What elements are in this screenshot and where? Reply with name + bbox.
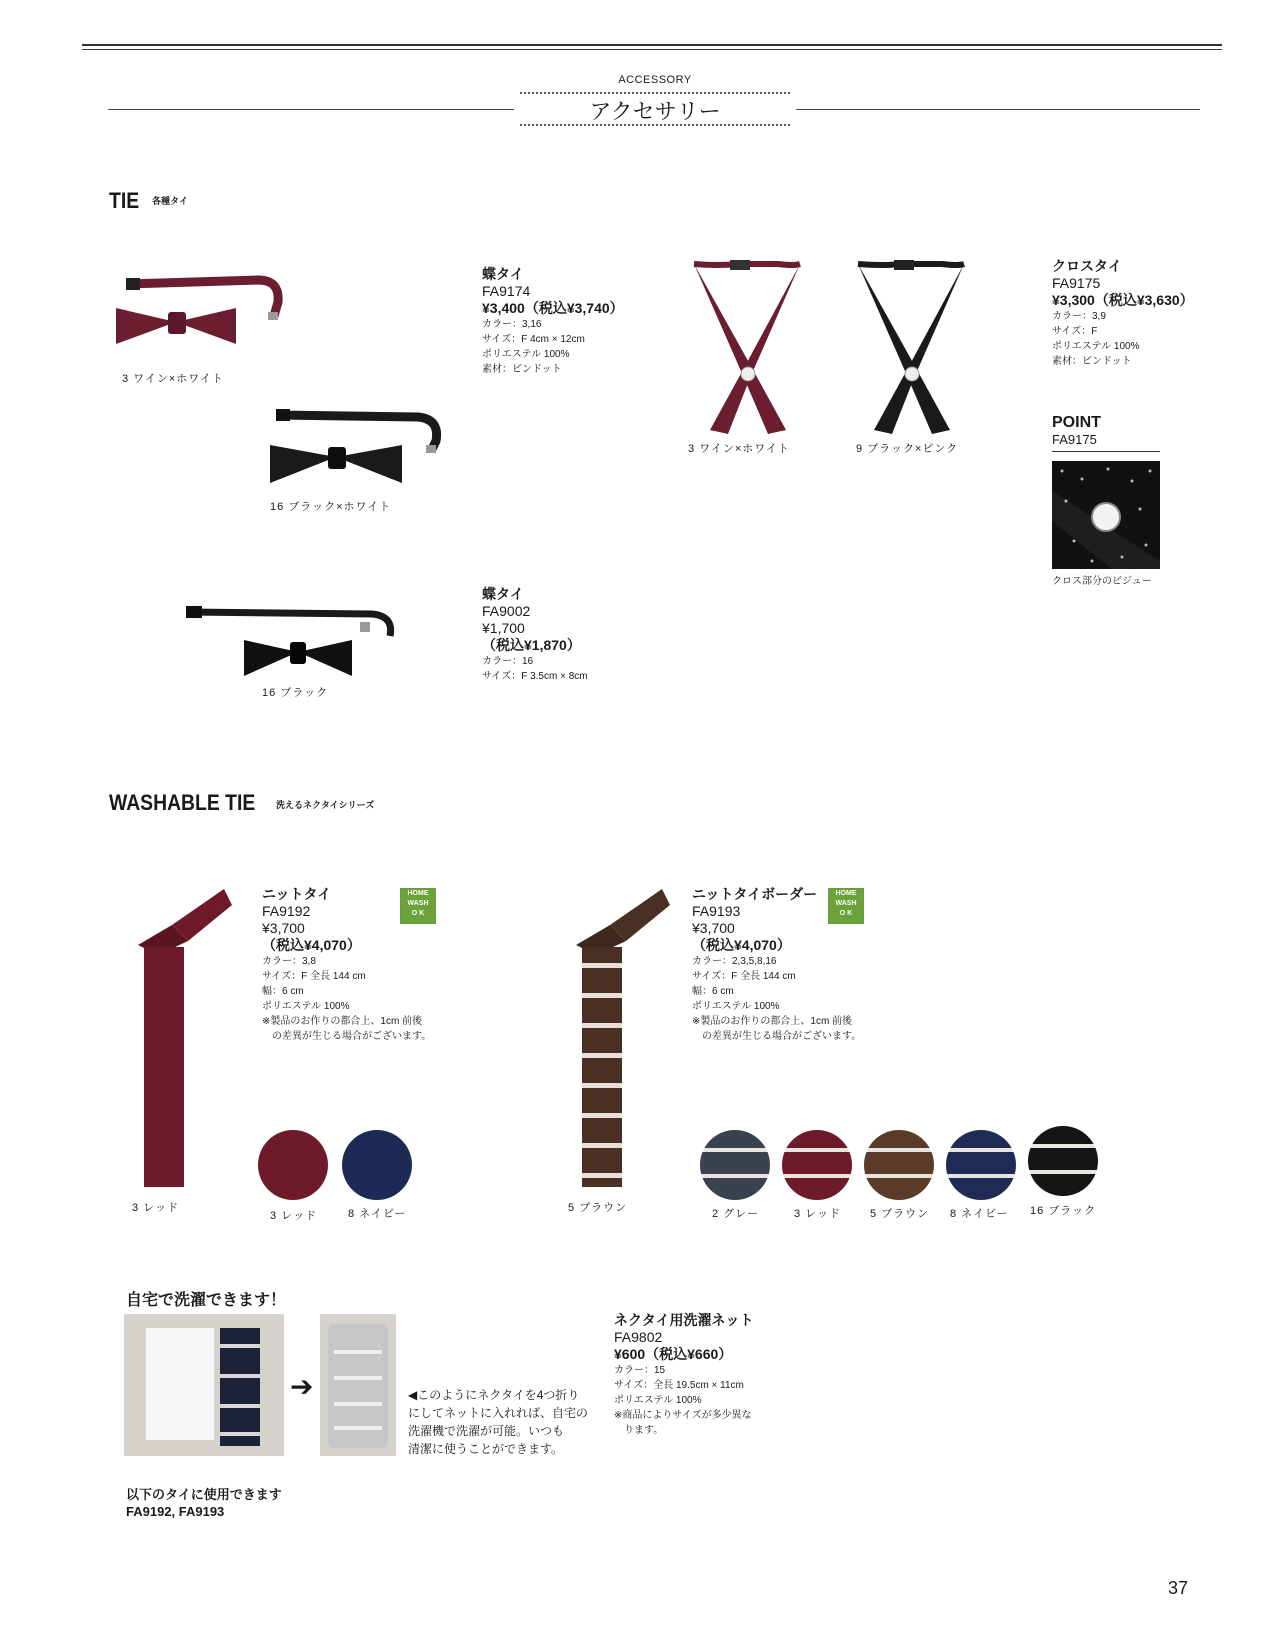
badge-line2: WASH [835, 900, 857, 907]
knit1-spec: サイズ：F 全長 144 cm [262, 971, 366, 982]
header-line-right [796, 109, 1200, 110]
header-line-left [108, 109, 514, 110]
bowtie-wine-image [108, 272, 288, 370]
point-title: POINT [1052, 414, 1101, 431]
arrow-right-icon: ➔ [290, 1371, 314, 1402]
point-closeup-image [1052, 461, 1160, 569]
badge-line1: HOME [407, 890, 429, 897]
bowtie1-name: 蝶タイ [482, 266, 524, 282]
bowtie-black-image [268, 405, 448, 495]
knit1-spec: ※製品のお作りの都合上、1cm 前後 [262, 1016, 423, 1027]
knit1-name: ニットタイ [262, 886, 332, 902]
knit2-price: ¥3,700 [692, 920, 735, 936]
bowtie1-caption-black: 16 ブラック×ホワイト [270, 501, 392, 513]
swatch-knit2-navy [946, 1130, 1016, 1200]
home-wash-ok-badge [828, 888, 864, 924]
knit2-price-tax: （税込¥4,070） [692, 937, 791, 953]
top-rule-thin [82, 49, 1222, 50]
bowtie2-caption: 16 ブラック [262, 687, 329, 699]
knit1-spec: カラー：3,8 [262, 956, 316, 967]
knit2-name: ニットタイボーダー [692, 886, 818, 902]
section-subtitle-tie: 各種タイ [152, 196, 188, 206]
usable-label: 以下のタイに使用できます [126, 1487, 282, 1502]
bowtie1-price: ¥3,400（税込¥3,740） [482, 300, 624, 316]
knit2-spec: 幅：6 cm [692, 986, 734, 997]
swatch-knit1-red-label: 3 レッド [270, 1210, 318, 1222]
bowtie1-spec: カラー：3,16 [482, 319, 542, 330]
net-spec: ります。 [614, 1425, 664, 1436]
wash-text-line: 洗濯機で洗濯が可能。いつも [408, 1424, 565, 1438]
knit2-spec: カラー：2,3,5,8,16 [692, 956, 777, 967]
usable-codes: FA9192, FA9193 [126, 1504, 225, 1519]
point-caption: クロス部分のビジュー [1052, 576, 1152, 587]
crosstie-code: FA9175 [1052, 275, 1101, 291]
top-rule [82, 44, 1222, 46]
crosstie-spec: 素材：ピンドット [1052, 356, 1132, 367]
wash-text-line: にしてネットに入れれば、自宅の [408, 1406, 589, 1420]
wash-before-image [124, 1314, 284, 1456]
swatch-knit2-brown-label: 5 ブラウン [870, 1208, 930, 1220]
net-info [614, 1312, 753, 1438]
swatch-knit2-gray-label: 2 グレー [712, 1208, 760, 1220]
knit2-spec: の差異が生じる場合がございます。 [692, 1031, 862, 1042]
crosstie-wine-image [688, 258, 808, 438]
net-spec: ポリエステル 100% [614, 1395, 702, 1406]
bowtie2-spec: カラー：16 [482, 656, 534, 667]
swatch-knit2-brown [864, 1130, 934, 1200]
knit1-spec: の差異が生じる場合がございます。 [262, 1031, 432, 1042]
crosstie-caption-wine: 3 ワイン×ホワイト [688, 443, 790, 455]
bowtie2-price-tax: （税込¥1,870） [482, 637, 581, 653]
point-code: FA9175 [1052, 432, 1097, 447]
swatch-knit2-navy-label: 8 ネイビー [950, 1208, 1009, 1220]
crosstie-caption-black: 9 ブラック×ピンク [856, 443, 959, 455]
bowtie1-spec: ポリエステル 100% [482, 349, 570, 360]
wash-after-image [320, 1314, 396, 1456]
net-price: ¥600（税込¥660） [614, 1346, 733, 1362]
point-rule [1052, 451, 1160, 452]
bowtie1-info [482, 266, 624, 377]
header-title: アクセサリー [589, 99, 721, 124]
page-number: 37 [1168, 1578, 1189, 1598]
net-spec: サイズ：全長 19.5cm × 11cm [614, 1380, 744, 1391]
section-subtitle-washable: 洗えるネクタイシリーズ [276, 800, 375, 810]
bowtie-plain-black-image [182, 600, 402, 688]
swatch-knit2-gray [700, 1130, 770, 1200]
knit2-spec: ※製品のお作りの都合上、1cm 前後 [692, 1016, 853, 1027]
bowtie1-code: FA9174 [482, 283, 531, 299]
knit1-price-tax: （税込¥4,070） [262, 937, 361, 953]
crosstie-black-image [852, 258, 972, 438]
knit1-code: FA9192 [262, 903, 311, 919]
crosstie-spec: サイズ：F [1052, 326, 1098, 337]
crosstie-price: ¥3,300（税込¥3,630） [1052, 292, 1194, 308]
net-spec: カラー：15 [614, 1365, 666, 1376]
header-dotted-top [520, 92, 790, 94]
bowtie2-price: ¥1,700 [482, 620, 525, 636]
knit1-spec: 幅：6 cm [262, 986, 304, 997]
crosstie-spec: カラー：3,9 [1052, 311, 1106, 322]
bowtie1-spec: 素材：ピンドット [482, 364, 562, 375]
header-dotted-bottom [520, 124, 790, 126]
knit2-spec: ポリエステル 100% [692, 1001, 780, 1012]
knit1-spec: ポリエステル 100% [262, 1001, 350, 1012]
section-title-washable: WASHABLE TIE [109, 790, 256, 815]
badge-line2: WASH [407, 900, 429, 907]
crosstie-name: クロスタイ [1052, 258, 1122, 274]
badge-line1: HOME [835, 890, 857, 897]
swatch-knit1-red [258, 1130, 328, 1200]
knit-tie-border-image [566, 885, 676, 1195]
bowtie1-caption-wine: 3 ワイン×ホワイト [122, 373, 224, 385]
swatch-knit2-red [782, 1130, 852, 1200]
swatch-knit2-red-label: 3 レッド [794, 1208, 842, 1220]
section-title-tie: TIE [109, 188, 140, 213]
home-wash-ok-badge [400, 888, 436, 924]
crosstie-spec: ポリエステル 100% [1052, 341, 1140, 352]
knit2-spec: サイズ：F 全長 144 cm [692, 971, 796, 982]
swatch-knit1-navy-label: 8 ネイビー [348, 1208, 407, 1220]
badge-line3: O K [411, 910, 425, 917]
net-spec: ※商品によりサイズが多少異な [614, 1410, 752, 1421]
bowtie2-code: FA9002 [482, 603, 531, 619]
knit2-caption: 5 ブラウン [568, 1202, 628, 1214]
knit1-price: ¥3,700 [262, 920, 305, 936]
bowtie2-spec: サイズ：F 3.5cm × 8cm [482, 671, 588, 682]
wash-text-line: 清潔に使うことができます。 [408, 1442, 564, 1456]
swatch-knit2-black [1028, 1126, 1098, 1196]
swatch-knit1-navy [342, 1130, 412, 1200]
swatch-knit2-black-label: 16 ブラック [1030, 1205, 1097, 1217]
bowtie2-name: 蝶タイ [482, 586, 524, 602]
wash-text-line: ◀このようにネクタイを4つ折り [408, 1388, 580, 1402]
badge-line3: O K [839, 910, 853, 917]
crosstie-info [1052, 258, 1194, 369]
wash-text [408, 1386, 588, 1458]
header-en: ACCESSORY [618, 74, 692, 86]
net-name: ネクタイ用洗濯ネット [614, 1312, 754, 1328]
knit1-caption: 3 レッド [132, 1202, 180, 1214]
wash-heading: 自宅で洗濯できます！ [126, 1292, 287, 1309]
bowtie2-info [482, 586, 588, 684]
knit2-code: FA9193 [692, 903, 741, 919]
bowtie1-spec: サイズ：F 4cm × 12cm [482, 334, 585, 345]
knit-tie-red-image [128, 885, 238, 1195]
net-code: FA9802 [614, 1329, 663, 1345]
